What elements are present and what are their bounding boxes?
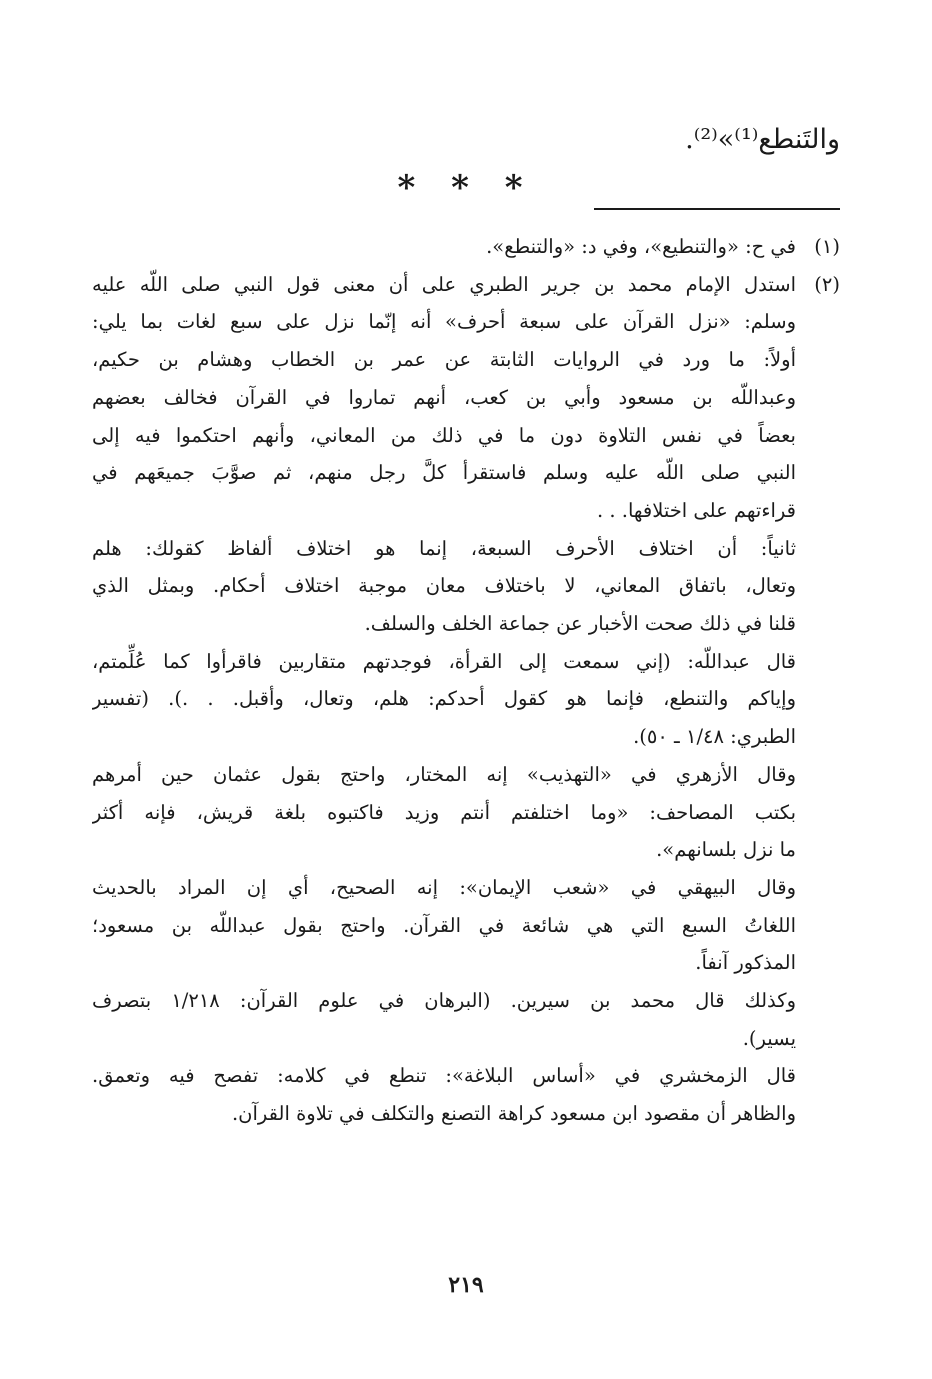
footnote-line: وقال الأزهري في «التهذيب» إنه المختار، واحتج بقول عثمان حين أمرهم — [92, 762, 796, 786]
footnote-line: وإياكم والتنطع، فإنما هو كقول أحدكم: هلم، وتعال، وأقبل. . .). (تفسير — [92, 687, 796, 711]
footnote-line: بكتب المصاحف: «وما اختلفتم أنتم وزيد فاكتبوه بلغة قريش، فإنه أكثر — [92, 800, 796, 824]
footnote-line: استدل الإمام محمد بن جرير الطبري على أن معنى قول النبي صلى اللّه عليه — [92, 272, 796, 296]
footnote-line: وكذلك قال محمد بن سيرين. (البرهان في علوم القرآن: ١/٢١٨ بتصرف — [92, 989, 796, 1013]
footnote-line: المذكور آنفاً. — [695, 951, 796, 975]
footnote-line: وسلم: «نزل القرآن على سبعة أحرف» أنه إنّما نزل على سبع لغات بما يلي: — [92, 310, 796, 334]
footnote-line: وتعال، باتفاق المعاني، لا باختلاف معان موجبة اختلاف أحكام. وبمثل الذي — [92, 574, 796, 598]
footnote-1 — [92, 228, 840, 266]
footnote-line: قلنا في ذلك صحت الأخبار عن جماعة الخلف والسلف. — [364, 612, 796, 636]
footnote-line: ثانياً: أن اختلاف الأحرف السبعة، إنما هو اختلاف ألفاظ كقولك: هلم — [92, 536, 796, 560]
footnote-number: (١) — [814, 235, 840, 258]
section-separator: * * * — [397, 168, 535, 208]
footnote-line: وقال البيهقي في «شعب الإيمان»: إنه الصحيح، أي إن المراد بالحديث — [92, 875, 796, 899]
page-number: ٢١٩ — [448, 1272, 484, 1298]
footnote-divider — [594, 208, 840, 210]
footnote-line: أولاً: ما ورد في الروايات الثابتة عن عمر بن الخطاب وهشام بن حكيم، — [92, 348, 796, 372]
footnote-line: قراءتهم على اختلافها. . . — [596, 498, 796, 522]
footnote-line: اللغاتُ السبع التي هي شائعة في القرآن. واحتج بقول عبداللّه بن مسعود؛ — [92, 913, 796, 937]
footnote-line: قال الزمخشري في «أساس البلاغة»: تنطع في كلامه: تفصح فيه وتعمق. — [92, 1064, 796, 1088]
footnote-line: الطبري: ١/٤٨ ـ ٥٠). — [633, 725, 796, 749]
footnote-line: وعبداللّه بن مسعود وأبي بن كعب، أنهم تماروا في القرآن فخالف بعضهم — [92, 385, 796, 409]
footnote-line: النبي صلى اللّه عليه وسلم فاستقرأ كلَّ رجل منهم، ثم صوَّبَ جميعَهم في — [92, 461, 796, 485]
footnote-2 — [92, 266, 840, 1133]
footnote-line: في ح: «والتنطيع»، وفي د: «والتنطع». — [486, 235, 796, 258]
footnote-line: قال عبداللّه: (إني سمعت إلى القرأة، فوجدتهم متقاربين فاقرأوا كما عُلِّمتم، — [92, 649, 796, 673]
footnote-line: ما نزل بلسانهم». — [656, 838, 796, 862]
footnote-number: (٢) — [814, 272, 840, 296]
main-text-line: والتَنطع⁽¹⁾»⁽²⁾. — [685, 124, 840, 155]
footnote-line: والظاهر أن مقصود ابن مسعود كراهة التصنع والتكلف في تلاوة القرآن. — [231, 1102, 796, 1126]
footnotes-section — [92, 228, 840, 1133]
footnote-line: يسير). — [742, 1026, 796, 1050]
footnote-line: بعضاً في نفس التلاوة دون ما في ذلك من المعاني، وأنهم احتكموا فيه إلى — [92, 423, 796, 447]
